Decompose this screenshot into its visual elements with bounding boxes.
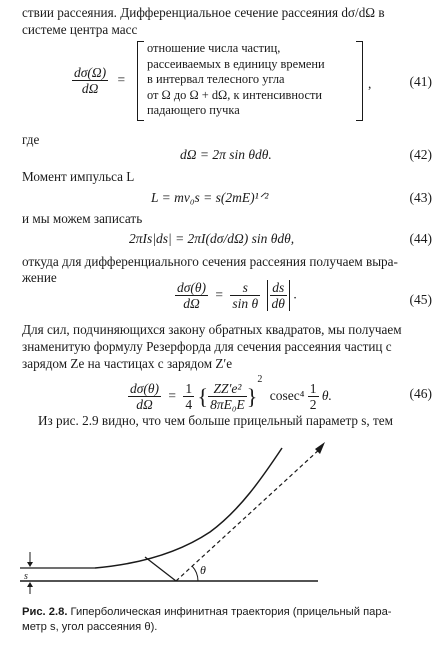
figure-caption xyxy=(22,605,430,635)
we-can-write: и мы можем записать xyxy=(22,211,143,226)
s-arrow-down-icon xyxy=(27,562,33,567)
s-arrow-up-icon xyxy=(27,582,33,587)
eq41-bracket-line: от Ω до Ω + dΩ, к интенсивности xyxy=(147,87,323,102)
eq45-abs xyxy=(267,280,290,311)
eq41-bracket-line: в интервал телесного угла xyxy=(147,72,285,86)
trajectory-figure xyxy=(0,440,448,600)
theta-label: θ xyxy=(200,563,206,577)
whence-line-2: жение xyxy=(22,270,57,285)
eq45-number: (45) xyxy=(409,292,432,307)
eq41-equals: = xyxy=(117,71,126,87)
s-label: s xyxy=(24,571,28,582)
eq46-exponent: 2 xyxy=(257,374,263,385)
caption-text: Гиперболическая инфинитная траектория (прицельный пара- xyxy=(67,606,392,618)
eq45 xyxy=(175,280,297,311)
eq45-mid-num: s xyxy=(230,280,260,296)
eq42: dΩ = 2π sin θdθ. xyxy=(180,147,272,162)
eq43: L = mv₀s = s(2mE)¹ᐟ² xyxy=(151,190,269,205)
eq41-bracket xyxy=(137,41,363,119)
eq45-equals: = xyxy=(215,286,224,302)
eq41-number: (41) xyxy=(409,74,432,89)
hyperbolic-trajectory xyxy=(95,448,282,568)
caption-text-2: метр s, угол рассеяния θ). xyxy=(22,621,158,633)
eq46-lhs-den: dΩ xyxy=(136,397,153,413)
whence-line-1: откуда для дифференциального сечения рассеяния получаем выра- xyxy=(22,254,398,269)
radial-segment xyxy=(145,557,176,581)
rutherford-line-2: знаменитую формулу Резерфорда для сечения рассеяния частиц с xyxy=(22,339,392,354)
eq42-number: (42) xyxy=(409,147,432,162)
intro-line-2: системе центра масс xyxy=(22,22,138,37)
eq46 xyxy=(128,374,332,412)
eq41-left-bracket xyxy=(137,41,144,121)
where-text: где xyxy=(22,132,40,147)
asymptote-dashed xyxy=(176,448,321,581)
caption-label: Рис. 2.8. xyxy=(22,606,68,618)
eq45-abs-num: ds xyxy=(270,280,287,296)
eq46-cosec: cosec⁴ xyxy=(269,388,305,403)
eq46-lhs-num: dσ(θ) xyxy=(130,381,160,397)
eq46-quarter-den: 4 xyxy=(185,397,193,413)
eq46-left-brace: { xyxy=(197,383,209,409)
eq45-mid-den: sin θ xyxy=(232,296,259,311)
eq43-number: (43) xyxy=(409,190,432,205)
figure-lead: Из рис. 2.9 видно, что чем больше прицельный параметр s, тем xyxy=(38,413,393,428)
eq45-period: . xyxy=(293,286,297,302)
intro-line-1: ствии рассеяния. Дифференциальное сечение рассеяния dσ/dΩ в xyxy=(22,5,385,20)
eq41-lhs xyxy=(72,65,125,96)
eq46-right-brace: } xyxy=(246,383,258,409)
eq41-bracket-line: отношение числа частиц, xyxy=(147,41,281,55)
eq46-theta: θ. xyxy=(321,388,332,403)
eq46-half-den: 2 xyxy=(309,397,317,413)
eq46-quarter-num: 1 xyxy=(185,381,193,397)
eq41-right-bracket xyxy=(356,41,363,121)
eq46-half-num: 1 xyxy=(309,381,317,397)
eq46-equals: = xyxy=(168,388,177,403)
eq41-bracket-line: рассеиваемых в единицу времени xyxy=(147,56,325,71)
eq44: 2πIs|ds| = 2πI(dσ/dΩ) sin θdθ, xyxy=(129,231,295,246)
eq45-lhs-den: dΩ xyxy=(183,296,200,311)
eq41-lhs-num: dσ(Ω) xyxy=(74,65,107,80)
momentum-text: Момент импульса L xyxy=(22,169,135,184)
angle-arc xyxy=(192,566,198,581)
eq46-inner-num: ZZ′e² xyxy=(208,381,247,397)
eq41-bracket-lines xyxy=(147,41,325,119)
eq44-number: (44) xyxy=(409,231,432,246)
eq45-lhs-num: dσ(θ) xyxy=(177,280,207,295)
eq46-number: (46) xyxy=(409,386,432,401)
rutherford-line-3: зарядом Ze на частицах с зарядом Z′e xyxy=(22,356,233,371)
eq41-comma: , xyxy=(368,76,372,91)
eq41-bracket-line: падающего пучка xyxy=(147,103,240,117)
eq45-abs-den: dθ xyxy=(271,296,285,311)
eq46-inner-den: 8πE₀E xyxy=(210,397,245,413)
rutherford-line-1: Для сил, подчиняющихся закону обратных квадратов, мы получаем xyxy=(22,322,402,337)
eq41-lhs-den: dΩ xyxy=(81,81,99,96)
